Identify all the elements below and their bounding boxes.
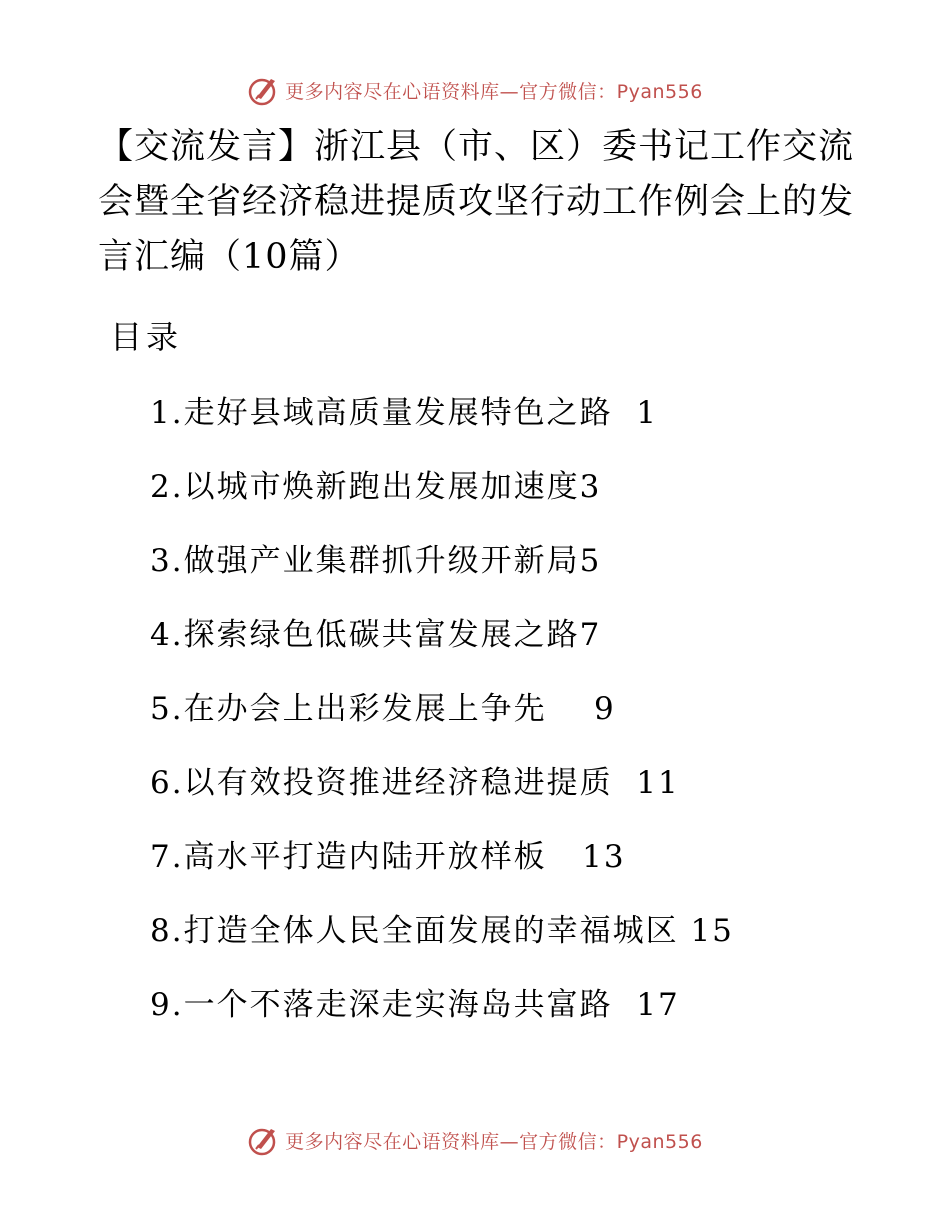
toc-item-page: 13: [582, 839, 626, 875]
toc-item-title: 一个不落走深走实海岛共富路: [183, 987, 613, 1023]
toc-item-title: 探索绿色低碳共富发展之路: [183, 617, 580, 653]
toc-item-number: 1.: [150, 395, 184, 431]
toc-item-number: 3.: [150, 543, 184, 579]
toc-item-number: 5.: [150, 691, 184, 727]
toc-item[interactable]: [150, 820, 870, 894]
toc-item[interactable]: [150, 746, 870, 820]
toc-item-number: 9.: [150, 987, 184, 1023]
toc-item-number: 8.: [150, 913, 184, 949]
watermark-text: 更多内容尽在心语资料库—官方微信：Pyan556: [285, 80, 703, 103]
toc-item-title: 走好县域高质量发展特色之路: [183, 395, 613, 431]
watermark-banner-top: [0, 70, 950, 110]
toc-item-title: 在办会上出彩发展上争先: [183, 691, 547, 727]
toc-item-title: 做强产业集群抓升级开新局: [183, 543, 580, 579]
quill-logo-icon: [247, 1123, 281, 1157]
toc-item-title: 以有效投资推进经济稳进提质: [183, 765, 613, 801]
toc-item-page: 5: [579, 543, 602, 579]
toc-heading: 目录: [110, 318, 183, 356]
toc-item[interactable]: [150, 524, 870, 598]
toc-item[interactable]: [150, 894, 870, 968]
toc-item[interactable]: [150, 450, 870, 524]
toc-item-number: 7.: [150, 839, 184, 875]
toc-item[interactable]: [150, 968, 870, 1042]
toc-item-page: 3: [579, 469, 602, 505]
toc-item-page: 9: [594, 691, 616, 727]
toc-item-page: 17: [636, 987, 680, 1023]
watermark-text: 更多内容尽在心语资料库—官方微信：Pyan556: [285, 1130, 703, 1153]
toc-item-title: 以城市焕新跑出发展加速度: [183, 469, 580, 505]
toc-item-page: 7: [579, 617, 602, 653]
toc-item-number: 6.: [150, 765, 184, 801]
quill-logo-icon: [247, 73, 281, 107]
toc-item-page: 15: [690, 913, 734, 949]
toc-item-page: 1: [636, 395, 659, 431]
table-of-contents: [150, 376, 870, 1042]
toc-item-number: 2.: [150, 469, 184, 505]
toc-item[interactable]: [150, 376, 870, 450]
toc-item-title: 打造全体人民全面发展的幸福城区: [183, 913, 679, 949]
toc-item[interactable]: [150, 672, 870, 746]
toc-item-number: 4.: [150, 617, 184, 653]
document-title: 【交流发言】浙江县（市、区）委书记工作交流会暨全省经济稳进提质攻坚行动工作例会上的发言汇编（10篇）: [98, 127, 855, 277]
toc-item-title: 高水平打造内陆开放样板: [183, 839, 547, 875]
watermark-banner-bottom: [0, 1120, 950, 1160]
toc-item-page: 11: [636, 765, 680, 801]
toc-item[interactable]: [150, 598, 870, 672]
